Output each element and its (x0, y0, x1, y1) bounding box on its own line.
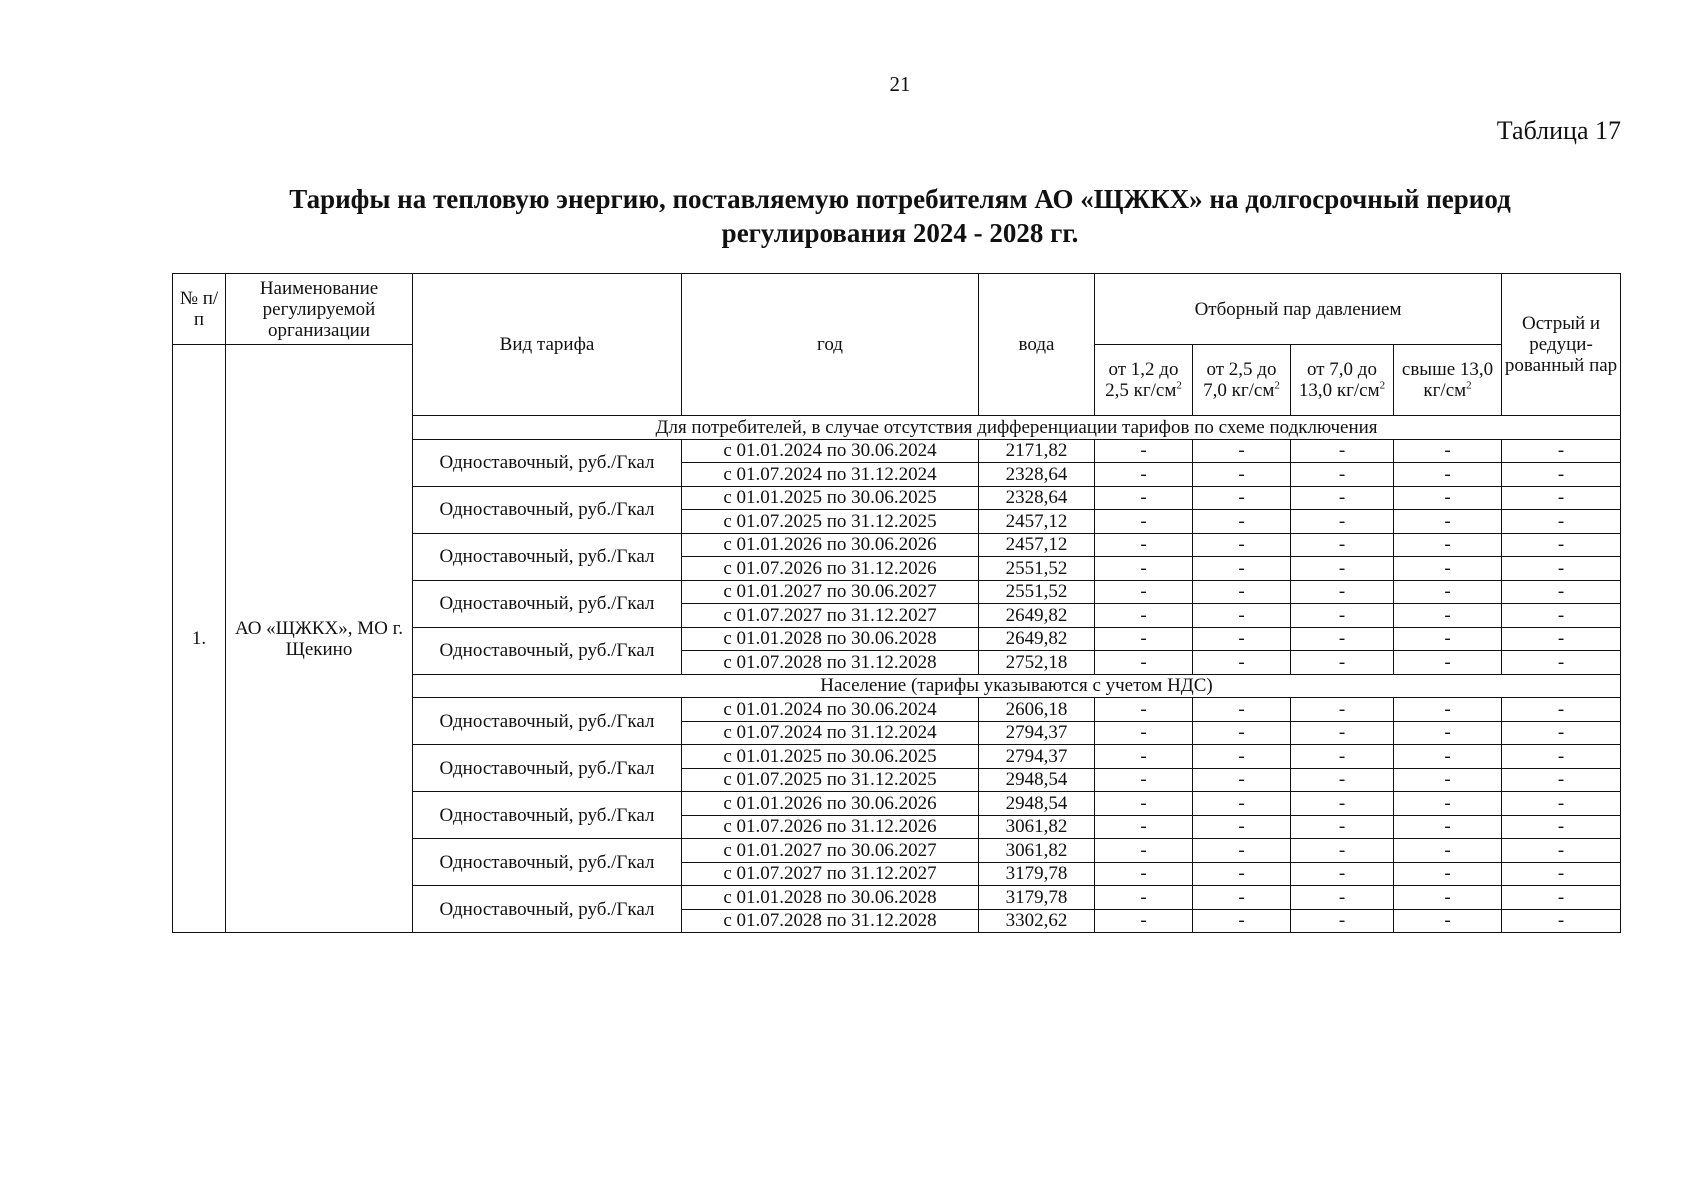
water-value-cell: 2649,82 (979, 627, 1095, 651)
water-value-cell: 3179,78 (979, 886, 1095, 910)
tariff-table (172, 273, 1621, 933)
empty-value-cell: - (1291, 839, 1394, 863)
water-value-cell: 2794,37 (979, 745, 1095, 769)
empty-value-cell: - (1394, 627, 1502, 651)
empty-value-cell: - (1394, 721, 1502, 745)
period-cell: с 01.01.2024 по 30.06.2024 (682, 439, 979, 463)
period-cell: с 01.01.2026 по 30.06.2026 (682, 533, 979, 557)
empty-value-cell: - (1095, 510, 1193, 534)
empty-value-cell: - (1095, 792, 1193, 816)
header-pressure-2-sup: 2 (1274, 379, 1280, 392)
table-label: Таблица 17 (1496, 116, 1621, 145)
header-year: год (682, 274, 979, 416)
empty-value-cell: - (1095, 439, 1193, 463)
section-label: Для потребителей, в случае отсутствия дифференциации тарифов по схеме подключения (413, 416, 1621, 440)
water-value-cell: 2457,12 (979, 510, 1095, 534)
empty-value-cell: - (1502, 651, 1621, 675)
empty-value-cell: - (1502, 768, 1621, 792)
empty-value-cell: - (1095, 580, 1193, 604)
empty-value-cell: - (1502, 604, 1621, 628)
water-value-cell: 3179,78 (979, 862, 1095, 886)
empty-value-cell: - (1291, 533, 1394, 557)
header-pressure-4-text: свыше 13,0 кг/см (1401, 359, 1494, 401)
empty-value-cell: - (1095, 862, 1193, 886)
empty-value-cell: - (1502, 439, 1621, 463)
empty-value-cell: - (1394, 533, 1502, 557)
water-value-cell: 2649,82 (979, 604, 1095, 628)
empty-value-cell: - (1394, 604, 1502, 628)
empty-value-cell: - (1193, 604, 1291, 628)
empty-value-cell: - (1502, 698, 1621, 722)
empty-value-cell: - (1193, 557, 1291, 581)
empty-value-cell: - (1394, 862, 1502, 886)
empty-value-cell: - (1291, 486, 1394, 510)
tariff-type-cell: Одноставочный, руб./Гкал (413, 627, 682, 674)
empty-value-cell: - (1502, 839, 1621, 863)
empty-value-cell: - (1394, 815, 1502, 839)
empty-value-cell: - (1502, 862, 1621, 886)
water-value-cell: 2606,18 (979, 698, 1095, 722)
water-value-cell: 3302,62 (979, 909, 1095, 933)
period-cell: с 01.01.2028 по 30.06.2028 (682, 627, 979, 651)
empty-value-cell: - (1193, 862, 1291, 886)
empty-value-cell: - (1095, 486, 1193, 510)
empty-value-cell: - (1291, 510, 1394, 534)
empty-value-cell: - (1095, 768, 1193, 792)
empty-value-cell: - (1095, 557, 1193, 581)
empty-value-cell: - (1394, 745, 1502, 769)
empty-value-cell: - (1193, 627, 1291, 651)
period-cell: с 01.07.2027 по 31.12.2027 (682, 862, 979, 886)
empty-value-cell: - (1394, 463, 1502, 487)
water-value-cell: 3061,82 (979, 815, 1095, 839)
empty-value-cell: - (1095, 745, 1193, 769)
water-value-cell: 3061,82 (979, 839, 1095, 863)
empty-value-cell: - (1502, 745, 1621, 769)
period-cell: с 01.07.2025 по 31.12.2025 (682, 510, 979, 534)
period-cell: с 01.07.2028 по 31.12.2028 (682, 651, 979, 675)
header-pressure-1 (1095, 345, 1193, 416)
empty-value-cell: - (1291, 862, 1394, 886)
header-water: вода (979, 274, 1095, 416)
empty-value-cell: - (1502, 486, 1621, 510)
tariff-type-cell: Одноставочный, руб./Гкал (413, 792, 682, 839)
empty-value-cell: - (1502, 463, 1621, 487)
empty-value-cell: - (1095, 721, 1193, 745)
empty-value-cell: - (1291, 439, 1394, 463)
header-num: № п/п (173, 274, 226, 345)
empty-value-cell: - (1193, 698, 1291, 722)
empty-value-cell: - (1193, 463, 1291, 487)
empty-value-cell: - (1095, 627, 1193, 651)
empty-value-cell: - (1193, 439, 1291, 463)
period-cell: с 01.07.2026 по 31.12.2026 (682, 815, 979, 839)
tariff-type-cell: Одноставочный, руб./Гкал (413, 580, 682, 627)
empty-value-cell: - (1291, 745, 1394, 769)
water-value-cell: 2948,54 (979, 768, 1095, 792)
header-pressure-2 (1193, 345, 1291, 416)
empty-value-cell: - (1394, 886, 1502, 910)
empty-value-cell: - (1193, 533, 1291, 557)
empty-value-cell: - (1502, 510, 1621, 534)
header-pressure-2-text: от 2,5 до 7,0 кг/см (1203, 359, 1277, 401)
empty-value-cell: - (1095, 839, 1193, 863)
water-value-cell: 2948,54 (979, 792, 1095, 816)
empty-value-cell: - (1502, 627, 1621, 651)
empty-value-cell: - (1394, 698, 1502, 722)
empty-value-cell: - (1291, 815, 1394, 839)
period-cell: с 01.01.2027 по 30.06.2027 (682, 839, 979, 863)
period-cell: с 01.07.2024 по 31.12.2024 (682, 463, 979, 487)
period-cell: с 01.01.2024 по 30.06.2024 (682, 698, 979, 722)
header-org: Наименование регулируемой организации (226, 274, 413, 345)
header-sharp-steam: Острый и редуци-рованный пар (1502, 274, 1621, 416)
water-value-cell: 2752,18 (979, 651, 1095, 675)
empty-value-cell: - (1095, 886, 1193, 910)
empty-value-cell: - (1193, 721, 1291, 745)
empty-value-cell: - (1193, 839, 1291, 863)
empty-value-cell: - (1291, 463, 1394, 487)
table-body (173, 274, 1621, 933)
document-title (210, 182, 1590, 250)
empty-value-cell: - (1291, 580, 1394, 604)
empty-value-cell: - (1394, 510, 1502, 534)
empty-value-cell: - (1502, 721, 1621, 745)
period-cell: с 01.01.2028 по 30.06.2028 (682, 886, 979, 910)
water-value-cell: 2551,52 (979, 580, 1095, 604)
period-cell: с 01.01.2025 по 30.06.2025 (682, 486, 979, 510)
empty-value-cell: - (1394, 580, 1502, 604)
period-cell: с 01.07.2025 по 31.12.2025 (682, 768, 979, 792)
water-value-cell: 2171,82 (979, 439, 1095, 463)
header-pressure-4 (1394, 345, 1502, 416)
empty-value-cell: - (1095, 463, 1193, 487)
empty-value-cell: - (1394, 651, 1502, 675)
period-cell: с 01.01.2025 по 30.06.2025 (682, 745, 979, 769)
tariff-type-cell: Одноставочный, руб./Гкал (413, 486, 682, 533)
empty-value-cell: - (1291, 792, 1394, 816)
empty-value-cell: - (1291, 768, 1394, 792)
period-cell: с 01.07.2028 по 31.12.2028 (682, 909, 979, 933)
header-pressure-4-sup: 2 (1466, 379, 1472, 392)
water-value-cell: 2328,64 (979, 486, 1095, 510)
water-value-cell: 2457,12 (979, 533, 1095, 557)
empty-value-cell: - (1193, 580, 1291, 604)
tariff-type-cell: Одноставочный, руб./Гкал (413, 698, 682, 745)
empty-value-cell: - (1095, 909, 1193, 933)
period-cell: с 01.07.2027 по 31.12.2027 (682, 604, 979, 628)
water-value-cell: 2328,64 (979, 463, 1095, 487)
water-value-cell: 2794,37 (979, 721, 1095, 745)
tariff-type-cell: Одноставочный, руб./Гкал (413, 745, 682, 792)
empty-value-cell: - (1095, 533, 1193, 557)
empty-value-cell: - (1394, 839, 1502, 863)
period-cell: с 01.07.2024 по 31.12.2024 (682, 721, 979, 745)
header-tariff-type: Вид тарифа (413, 274, 682, 416)
period-cell: с 01.07.2026 по 31.12.2026 (682, 557, 979, 581)
empty-value-cell: - (1193, 792, 1291, 816)
empty-value-cell: - (1502, 886, 1621, 910)
empty-value-cell: - (1502, 533, 1621, 557)
empty-value-cell: - (1193, 486, 1291, 510)
tariff-type-cell: Одноставочный, руб./Гкал (413, 886, 682, 933)
empty-value-cell: - (1095, 815, 1193, 839)
empty-value-cell: - (1193, 815, 1291, 839)
empty-value-cell: - (1291, 698, 1394, 722)
empty-value-cell: - (1394, 909, 1502, 933)
empty-value-cell: - (1095, 604, 1193, 628)
section-label: Население (тарифы указываются с учетом НДС) (413, 674, 1621, 698)
empty-value-cell: - (1502, 580, 1621, 604)
empty-value-cell: - (1193, 909, 1291, 933)
empty-value-cell: - (1394, 557, 1502, 581)
header-pressure-1-text: от 1,2 до 2,5 кг/см (1105, 359, 1179, 401)
empty-value-cell: - (1502, 815, 1621, 839)
empty-value-cell: - (1502, 909, 1621, 933)
empty-value-cell: - (1394, 486, 1502, 510)
empty-value-cell: - (1394, 768, 1502, 792)
header-pressure-1-sup: 2 (1176, 379, 1182, 392)
empty-value-cell: - (1193, 651, 1291, 675)
empty-value-cell: - (1291, 909, 1394, 933)
period-cell: с 01.01.2027 по 30.06.2027 (682, 580, 979, 604)
empty-value-cell: - (1502, 792, 1621, 816)
empty-value-cell: - (1291, 604, 1394, 628)
organization-name: АО «ЩЖКХ», МО г. Щекино (226, 345, 413, 933)
water-value-cell: 2551,52 (979, 557, 1095, 581)
header-pressure-3-sup: 2 (1379, 379, 1386, 392)
empty-value-cell: - (1095, 651, 1193, 675)
empty-value-cell: - (1193, 768, 1291, 792)
empty-value-cell: - (1193, 745, 1291, 769)
empty-value-cell: - (1502, 557, 1621, 581)
header-steam-group: Отборный пар давлением (1095, 274, 1502, 345)
empty-value-cell: - (1193, 510, 1291, 534)
tariff-type-cell: Одноставочный, руб./Гкал (413, 839, 682, 886)
empty-value-cell: - (1291, 627, 1394, 651)
page-number: 21 (889, 72, 911, 96)
tariff-type-cell: Одноставочный, руб./Гкал (413, 533, 682, 580)
title-line-1: Тарифы на тепловую энергию, поставляемую потребителям АО «ЩЖКХ» на долгосрочный период (289, 184, 1511, 214)
empty-value-cell: - (1394, 439, 1502, 463)
title-line-2: регулирования 2024 - 2028 гг. (721, 218, 1079, 248)
tariff-type-cell: Одноставочный, руб./Гкал (413, 439, 682, 486)
header-pressure-3 (1291, 345, 1394, 416)
period-cell: с 01.01.2026 по 30.06.2026 (682, 792, 979, 816)
empty-value-cell: - (1394, 792, 1502, 816)
empty-value-cell: - (1095, 698, 1193, 722)
empty-value-cell: - (1193, 886, 1291, 910)
empty-value-cell: - (1291, 721, 1394, 745)
empty-value-cell: - (1291, 886, 1394, 910)
empty-value-cell: - (1291, 651, 1394, 675)
row-number: 1. (173, 345, 226, 933)
header-pressure-3-text: от 7,0 до 13,0 кг/см (1298, 359, 1380, 401)
empty-value-cell: - (1291, 557, 1394, 581)
